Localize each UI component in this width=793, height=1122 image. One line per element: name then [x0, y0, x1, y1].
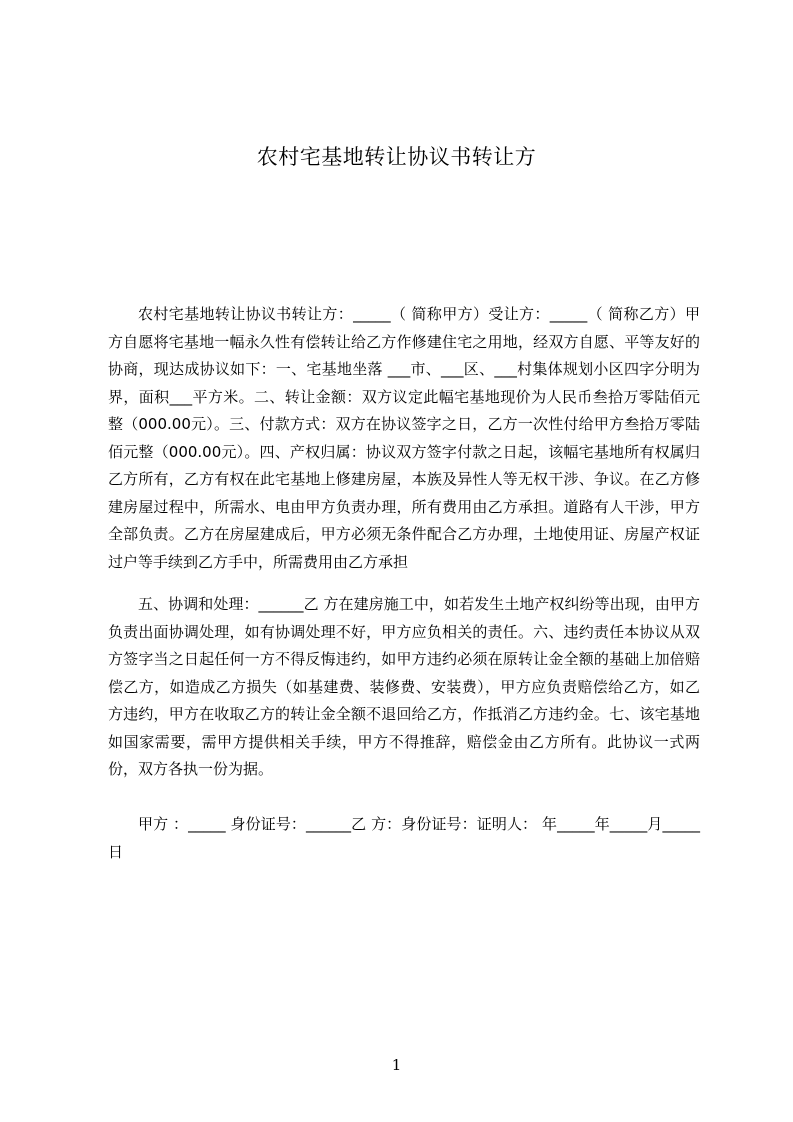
page-title: 农村宅基地转让协议书转让方 — [256, 145, 537, 169]
agreement-paragraph-signatures: 甲方 ：_____ 身份证号：______乙 方：身份证号：证明人： 年_____年_____月_____日 — [108, 815, 700, 861]
agreement-paragraph-dispute: 五、协调和处理：______乙 方在建房施工中，如若发生土地产权纠纷等出现，由甲方负责出面协调处理，如有协调处理不好，甲方应负相关的责任。六、违约责任本协议从双方签字当之日起任何一方不得反悔违约，如甲方违约必须在原转让金全额的基础上加倍赔偿乙方，如造成乙方损失（如基建费、装修费、安装费），甲方应负责赔偿给乙方，如乙方违约，甲方在收取乙方的转让金全额不退回给乙方，作抵消乙方违约金。七、该宅基地如国家需要，需甲方提供相关手续，甲方不得推辞，赔偿金由乙方所有。此协议一式两份，双方各执一份为据。 — [108, 595, 700, 778]
agreement-paragraph-terms: 农村宅基地转让协议书转让方：_____（ 简称甲方）受让方：_____（ 简称乙方）甲方自愿将宅基地一幅永久性有偿转让给乙方作修建住宅之用地，经双方自愿、平等友好的协商，现达成协议如下：一、宅基地坐落 ___市、___区、___村集体规划小区四字分明为界，面积___平方米。二、转让金额：双方议定此幅宅基地现价为人民币叁拾万零陆佰元整（000.00元）。三、付款方式：双方在协议签字之日，乙方一次性付给甲方叁拾万零陆佰元整（000.00元）。四、产权归属：协议双方签字付款之日起，该幅宅基地所有权属归 乙方所有，乙方有权在此宅基地上修建房屋，本族及异性人等无权干涉、争议。在乙方修建房屋过程中，所需水、电由甲方负责办理，所有费用由乙方承担。道路有人干涉，甲方全部负责。乙方在房屋建成后，甲方必须无条件配合乙方办理，土地使用证、房屋产权证过户等手续到乙方手中，所需费用由乙方承担 — [108, 305, 700, 571]
page-number: 1 — [391, 1056, 402, 1074]
